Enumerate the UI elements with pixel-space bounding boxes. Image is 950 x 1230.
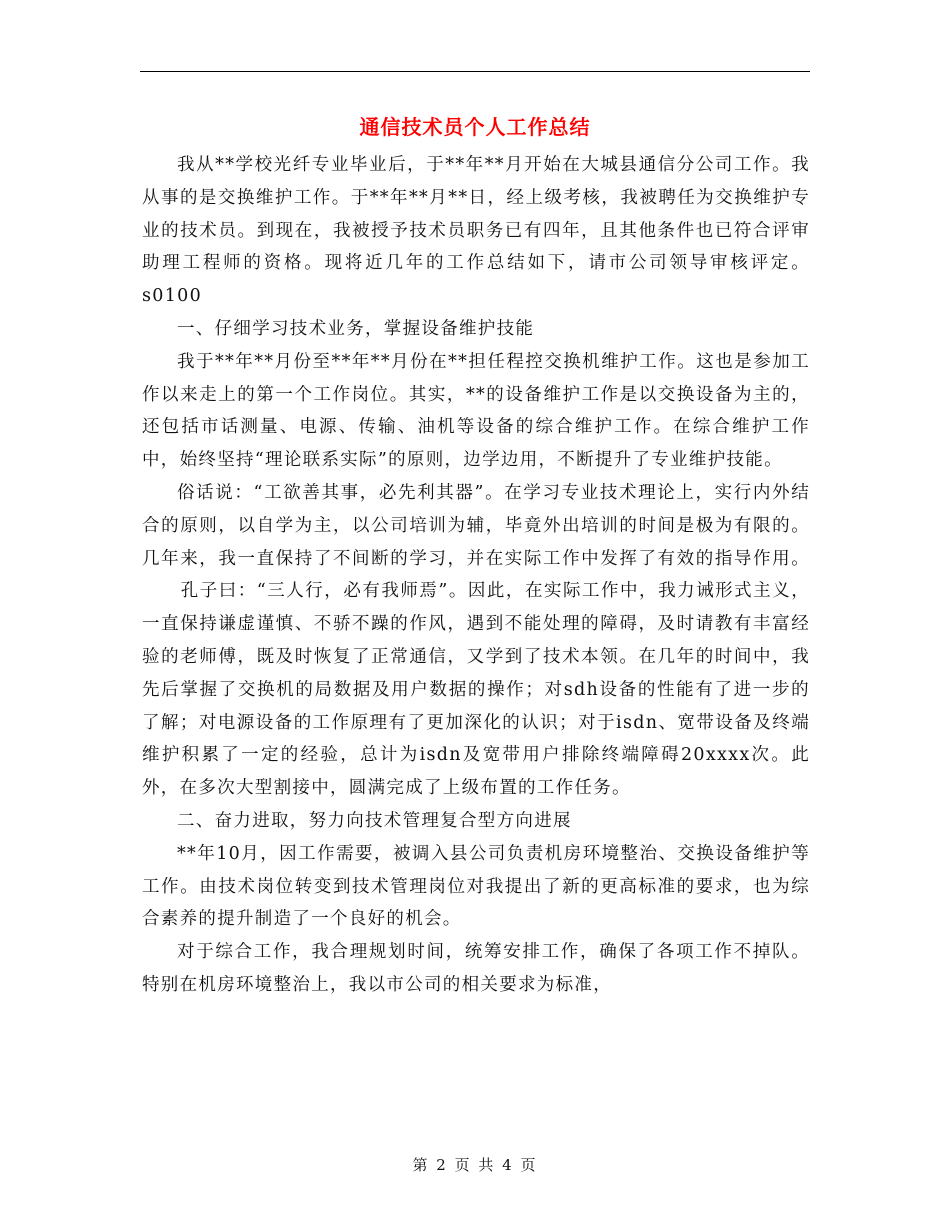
paragraph-learning-part-2: 孔子曰：“三人行，必有我师焉”。因此，在实际工作中，我力诫形式主义，一直保持谦虚谨慎、不骄不躁的作风，遇到不能处理的障碍，及时请教有丰富经验的老师傅，既及时恢复了正常通信，又学到了技术本领。在几年的时间中，我先后掌握了交换机的局数据及用户数据的操作；对sdh设备的性能有了进一步的了解；对电源设备的工作原理有了更加深化的认识；对于isdn、宽带设备及终端维护积累了一定的经验，总计为isdn及宽带用户排除终端障碍20xxxx次。此外，在多次大型割接中，圆满完成了上级布置的工作任务。 <box>142 581 810 799</box>
document-body <box>142 149 810 1002</box>
page-number-footer: 第 2 页 共 4 页 <box>412 1156 538 1174</box>
section-heading-1: 一、仔细学习技术业务，掌握设备维护技能 <box>177 318 535 339</box>
paragraph-maintenance: 我于**年**月份至**年**月份在**担任程控交换机维护工作。这也是参加工作以来走上的第一个工作岗位。其实，**的设备维护工作是以交换设备为主的，还包括市话测量、电源、传输、油机等设备的综合维护工作。在综合维护工作中，始终坚持“理论联系实际”的原则，边学边用，不断提升了专业维护技能。 <box>142 351 810 471</box>
paragraph-intro: 我从**学校光纤专业毕业后，于**年**月开始在大城县通信分公司工作。我从事的是交换维护工作。于**年**月**日，经上级考核，我被聘任为交换维护专业的技术员。到现在，我被授予技术员职务已有四年，且其他条件也已符合评审助理工程师的资格。现将近几年的工作总结如下，请市公司领导审核评定。s0100 <box>142 155 810 307</box>
paragraph-learning <box>142 477 810 805</box>
section-heading-2: 二、奋力进取，努力向技术管理复合型方向进展 <box>177 810 572 831</box>
document-title: 通信技术员个人工作总结 <box>359 115 591 139</box>
header-rule <box>140 71 810 72</box>
paragraph-comprehensive-work: 对于综合工作，我合理规划时间，统筹安排工作，确保了各项工作不掉队。特别在机房环境整治上，我以市公司的相关要求为标准， <box>142 942 810 995</box>
paragraph-transfer: **年10月，因工作需要，被调入县公司负责机房环境整治、交换设备维护等工作。由技术岗位转变到技术管理岗位对我提出了新的更高标准的要求，也为综合素养的提升制造了一个良好的机会。 <box>142 843 810 930</box>
paragraph-learning-part-1: 俗话说：“工欲善其事，必先利其器”。在学习专业技术理论上，实行内外结合的原则，以自学为主，以公司培训为辅，毕竟外出培训的时间是极为有限的。几年来，我一直保持了不间断的学习，并在实际工作中发挥了有效的指导作用。 <box>142 482 810 569</box>
